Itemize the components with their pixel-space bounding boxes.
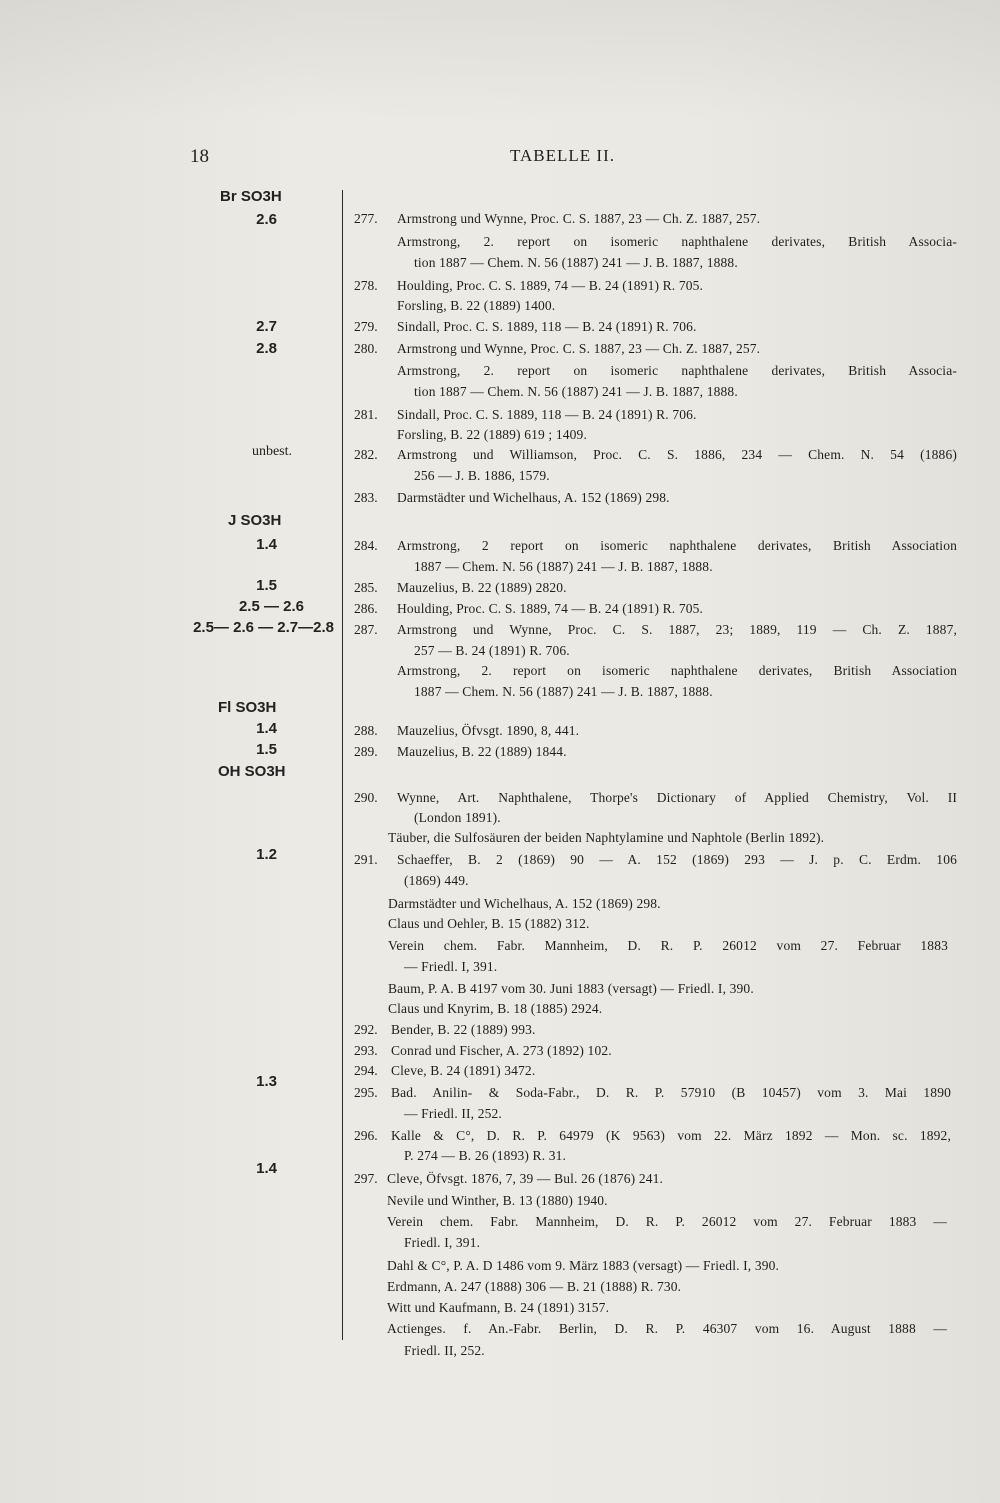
reference-line: Armstrong und Wynne, Proc. C. S. 1887, 23 — Ch. Z. 1887, 257. (397, 341, 761, 356)
reference-number: 293. (354, 1043, 378, 1058)
reference-line: Armstrong, 2. report on isomeric naphthalene derivates, British Associa- (397, 234, 957, 249)
position-label: 1.4 (256, 1160, 277, 1177)
group-header-oh: OH SO3H (218, 763, 286, 780)
reference-line: Forsling, B. 22 (1889) 619 ; 1409. (397, 427, 587, 442)
position-label: 1.5 (256, 741, 277, 758)
reference-line: 256 — J. B. 1886, 1579. (414, 468, 550, 483)
group-header-br: Br SO3H (220, 188, 282, 205)
reference-line: Dahl & C°, P. A. D 1486 vom 9. März 1883 (versagt) — Friedl. I, 390. (387, 1258, 780, 1273)
reference-line: Friedl. I, 391. (404, 1235, 481, 1250)
reference-line: Verein chem. Fabr. Mannheim, D. R. P. 26012 vom 27. Februar 1883 (388, 938, 948, 953)
reference-number: 296. (354, 1128, 378, 1143)
reference-number: 294. (354, 1063, 378, 1078)
reference-line: Mauzelius, B. 22 (1889) 1844. (397, 744, 567, 759)
reference-number: 290. (354, 790, 378, 805)
reference-line: Friedl. II, 252. (404, 1343, 485, 1358)
reference-line: Bad. Anilin- & Soda-Fabr., D. R. P. 57910 (B 10457) vom 3. Mai 1890 (391, 1085, 951, 1100)
reference-line: Houlding, Proc. C. S. 1889, 74 — B. 24 (1891) R. 705. (397, 601, 704, 616)
reference-line: Armstrong, 2. report on isomeric naphthalene derivates, British Associa- (397, 363, 957, 378)
position-label: 1.5 (256, 577, 277, 594)
page-number: 18 (190, 146, 209, 167)
reference-line: Darmstädter und Wichelhaus, A. 152 (1869) 298. (397, 490, 670, 505)
position-label: 1.2 (256, 846, 277, 863)
reference-line: Armstrong und Wynne, Proc. C. S. 1887, 23; 1889, 119 — Ch. Z. 1887, (397, 622, 957, 637)
reference-line: Nevile und Winther, B. 13 (1880) 1940. (387, 1193, 608, 1208)
reference-number: 283. (354, 490, 378, 505)
reference-line: Armstrong, 2. report on isomeric naphthalene derivates, British Association (397, 663, 957, 678)
reference-line: Forsling, B. 22 (1889) 1400. (397, 298, 556, 313)
reference-number: 281. (354, 407, 378, 422)
reference-number: 277. (354, 211, 378, 226)
reference-number: 295. (354, 1085, 378, 1100)
reference-line: Conrad und Fischer, A. 273 (1892) 102. (391, 1043, 612, 1058)
reference-line: 1887 — Chem. N. 56 (1887) 241 — J. B. 1887, 1888. (414, 684, 713, 699)
reference-number: 284. (354, 538, 378, 553)
reference-number: 279. (354, 319, 378, 334)
group-header-fl: Fl SO3H (218, 699, 277, 716)
reference-number: 292. (354, 1022, 378, 1037)
reference-line: Cleve, Öfvsgt. 1876, 7, 39 — Bul. 26 (1876) 241. (387, 1171, 664, 1186)
position-label: 2.8 (256, 340, 277, 357)
reference-line: P. 274 — B. 26 (1893) R. 31. (404, 1148, 567, 1163)
reference-number: 286. (354, 601, 378, 616)
reference-line: Darmstädter und Wichelhaus, A. 152 (1869) 298. (388, 896, 661, 911)
reference-line: Houlding, Proc. C. S. 1889, 74 — B. 24 (1891) R. 705. (397, 278, 704, 293)
position-label: 1.4 (256, 536, 277, 553)
reference-line: Baum, P. A. B 4197 vom 30. Juni 1883 (versagt) — Friedl. I, 390. (388, 981, 754, 996)
reference-line: Täuber, die Sulfosäuren der beiden Naphtylamine und Naphtole (Berlin 1892). (388, 830, 825, 845)
reference-line: Mauzelius, B. 22 (1889) 2820. (397, 580, 567, 595)
reference-number: 289. (354, 744, 378, 759)
reference-number: 280. (354, 341, 378, 356)
position-label: 1.3 (256, 1073, 277, 1090)
reference-line: Claus und Knyrim, B. 18 (1885) 2924. (388, 1001, 603, 1016)
reference-line: Witt und Kaufmann, B. 24 (1891) 3157. (387, 1300, 610, 1315)
reference-line: Sindall, Proc. C. S. 1889, 118 — B. 24 (1891) R. 706. (397, 319, 697, 334)
reference-line: Wynne, Art. Naphthalene, Thorpe's Dictionary of Applied Chemistry, Vol. II (397, 790, 957, 805)
reference-line: tion 1887 — Chem. N. 56 (1887) 241 — J. B. 1887, 1888. (414, 255, 738, 270)
reference-line: Schaeffer, B. 2 (1869) 90 — A. 152 (1869) 293 — J. p. C. Erdm. 106 (397, 852, 957, 867)
group-header-j: J SO3H (228, 512, 282, 529)
reference-line: — Friedl. II, 252. (404, 1106, 502, 1121)
reference-number: 297. (354, 1171, 378, 1186)
reference-number: 285. (354, 580, 378, 595)
reference-line: 257 — B. 24 (1891) R. 706. (414, 643, 570, 658)
reference-line: Mauzelius, Öfvsgt. 1890, 8, 441. (397, 723, 580, 738)
reference-number: 288. (354, 723, 378, 738)
reference-line: Armstrong, 2 report on isomeric naphthalene derivates, British Association (397, 538, 957, 553)
position-label: 2.5— 2.6 — 2.7—2.8 (193, 619, 334, 636)
reference-line: (London 1891). (414, 810, 501, 825)
reference-line: Verein chem. Fabr. Mannheim, D. R. P. 26012 vom 27. Februar 1883 — (387, 1214, 947, 1229)
position-label: 2.6 (256, 211, 277, 228)
reference-line: Bender, B. 22 (1889) 993. (391, 1022, 536, 1037)
reference-line: — Friedl. I, 391. (404, 959, 498, 974)
position-label: 2.5 — 2.6 (238, 598, 304, 615)
reference-line: Armstrong und Williamson, Proc. C. S. 1886, 234 — Chem. N. 54 (1886) (397, 447, 957, 462)
reference-line: Cleve, B. 24 (1891) 3472. (391, 1063, 536, 1078)
reference-line: Actienges. f. An.-Fabr. Berlin, D. R. P. 46307 vom 16. August 1888 — (387, 1321, 947, 1336)
page-title: TABELLE II. (510, 146, 615, 165)
reference-line: (1869) 449. (404, 873, 469, 888)
reference-number: 287. (354, 622, 378, 637)
reference-number: 291. (354, 852, 378, 867)
position-label: 1.4 (256, 720, 277, 737)
reference-line: Armstrong und Wynne, Proc. C. S. 1887, 23 — Ch. Z. 1887, 257. (397, 211, 761, 226)
position-label: unbest. (251, 444, 292, 459)
reference-number: 282. (354, 447, 378, 462)
page-bleed-shade (0, 0, 1000, 120)
column-divider (342, 190, 343, 1340)
reference-number: 278. (354, 278, 378, 293)
position-label: 2.7 (256, 318, 277, 335)
reference-line: Claus und Oehler, B. 15 (1882) 312. (388, 916, 590, 931)
reference-line: Sindall, Proc. C. S. 1889, 118 — B. 24 (1891) R. 706. (397, 407, 697, 422)
reference-line: Erdmann, A. 247 (1888) 306 — B. 21 (1888) R. 730. (387, 1279, 682, 1294)
reference-line: 1887 — Chem. N. 56 (1887) 241 — J. B. 1887, 1888. (414, 559, 713, 574)
reference-line: Kalle & C°, D. R. P. 64979 (K 9563) vom 22. März 1892 — Mon. sc. 1892, (391, 1128, 951, 1143)
reference-line: tion 1887 — Chem. N. 56 (1887) 241 — J. B. 1887, 1888. (414, 384, 738, 399)
